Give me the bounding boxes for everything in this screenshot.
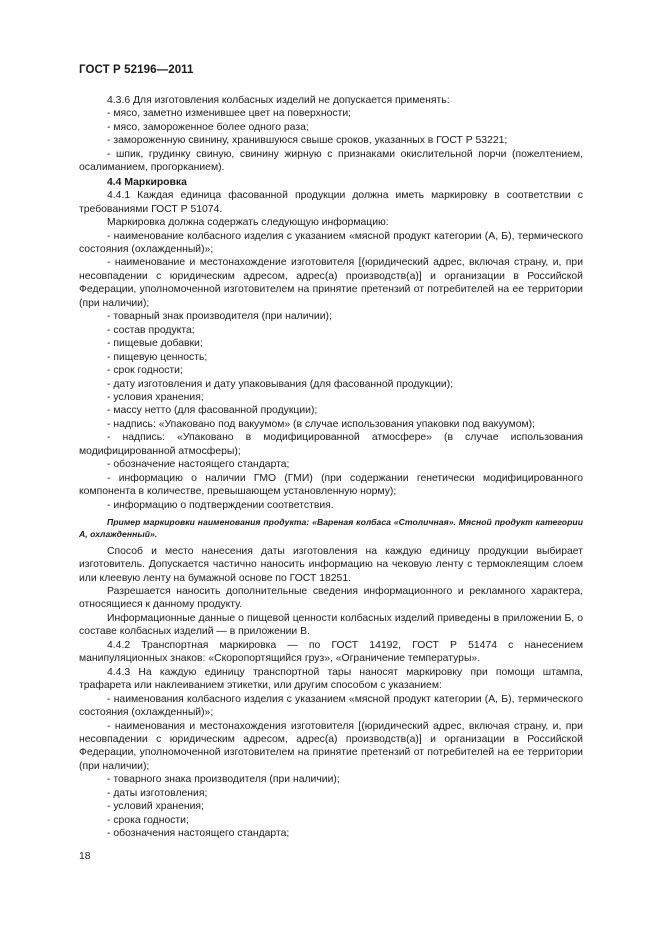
paragraph: Разрешается наносить дополнительные сведения информационного и рекламного характера, относящиеся к данному продукту. (79, 586, 583, 611)
list-item: - массу нетто (для фасованной продукции); (107, 405, 318, 417)
list-item: - наименования колбасного изделия с указанием «мясной продукт категории (А, Б), термического состояния (охлажденный)»; (79, 693, 583, 719)
list-item: - наименование колбасного изделия с указанием «мясной продукт категории (А, Б), термического состояния (охлажденный)»; (79, 230, 583, 255)
paragraph: Маркировка должна содержать следующую информацию: (107, 217, 389, 229)
page-number: 18 (79, 851, 91, 862)
list-item: - информацию о подтверждении соответствия. (107, 499, 334, 511)
list-item: - условия хранения; (107, 391, 204, 403)
list-item: - мясо, замороженное более одного раза; (107, 121, 309, 133)
list-item: - дату изготовления и дату упаковывания (для фасованной продукции); (107, 378, 454, 390)
list-item: - надпись: «Упаковано под вакуумом» (в случае использования упаковки под вакуумом); (107, 418, 536, 430)
list-item: - срок годности; (107, 365, 183, 377)
paragraph: Способ и место нанесения даты изготовления на каждую единицу продукции выбирает изготовитель. Допускается частично наносить информацию на чековую ленту с термоклеящим слоем или клеевую ленту на бумажной основе по ГОСТ 18251. (79, 545, 583, 584)
list-item: - пищевую ценность; (107, 351, 208, 363)
list-item: - товарного знака производителя (при наличии); (107, 774, 340, 786)
clause-4-4-1: 4.4.1 Каждая единица фасованной продукции должна иметь маркировку в соответствии с требованиями ГОСТ Р 51074. (79, 190, 583, 215)
list-item: - наименование и местонахождение изготовителя [(юридический адрес, включая страну, и, при несовпадении с юридическим адресом, адрес(а) производств(а)] и организации в Российской Федерации, уполномоченной изготовителем на принятие претензий от потребителей на ее территории (при наличии); (79, 257, 583, 309)
document-body (79, 94, 583, 841)
page-header-title: ГОСТ Р 52196—2011 (79, 64, 194, 76)
list-item: - шпик, грудинку свиную, свинину жирную с признаками окислительной порчи (пожелтением, осалиманием, прогорканием). (79, 148, 583, 174)
example-label: Пример маркировки наименования продукта: (107, 517, 310, 528)
list-item: - обозначение настоящего стандарта; (107, 459, 290, 471)
clause-4-3-6: 4.3.6 Для изготовления колбасных изделий не допускается применять: (107, 95, 450, 106)
list-item: - информацию о наличии ГМО (ГМИ) (при содержании генетически модифицированного компонента в количестве, превышающем установленную норму); (79, 472, 583, 498)
list-item: - пищевые добавки; (107, 338, 203, 350)
section-heading-4-4: 4.4 Маркировка (107, 176, 187, 188)
example-note (79, 516, 583, 541)
list-item: - состав продукта; (107, 324, 195, 336)
list-item: - обозначения настоящего стандарта; (107, 828, 290, 840)
list-item: - срока годности; (107, 814, 189, 826)
list-item: - замороженную свинину, хранившуюся свыше сроков, указанных в ГОСТ Р 53221; (107, 135, 508, 147)
list-item: - мясо, заметно изменившее цвет на поверхности; (107, 108, 352, 120)
list-item: - даты изготовления; (107, 787, 208, 799)
clause-4-4-3: 4.4.3 На каждую единицу транспортной тары наносят маркировку при помощи штампа, трафарета или наклеиванием этикетки, или другим способом с указанием: (79, 666, 583, 692)
list-item: - товарный знак производителя (при наличии); (107, 311, 332, 323)
list-item: - условий хранения; (107, 801, 204, 813)
list-item: - надпись: «Упаковано в модифицированной атмосфере» (в случае использования модифицированной атмосферы); (79, 432, 583, 457)
clause-4-4-2: 4.4.2 Транспортная маркировка — по ГОСТ 14192, ГОСТ Р 51474 с нанесением манипуляционных знаков: «Скоропортящийся груз», «Ограничение температуры». (79, 639, 583, 665)
paragraph: Информационные данные о пищевой ценности колбасных изделий приведены в приложении Б, о составе колбасных изделий — в приложении В. (79, 612, 583, 638)
example-text: «Вареная колбаса «Столичная». Мясной продукт категории А, охлажденный». (79, 517, 583, 540)
list-item: - наименования и местонахождения изготовителя [(юридический адрес, включая страну, и, при несовпадении с юридическим адресом, адрес(а) производств(а)] и организации в Российской Федерации, уполномоченной изготовителем на принятие претензий от потребителей на ее территории (при наличии); (79, 720, 583, 772)
